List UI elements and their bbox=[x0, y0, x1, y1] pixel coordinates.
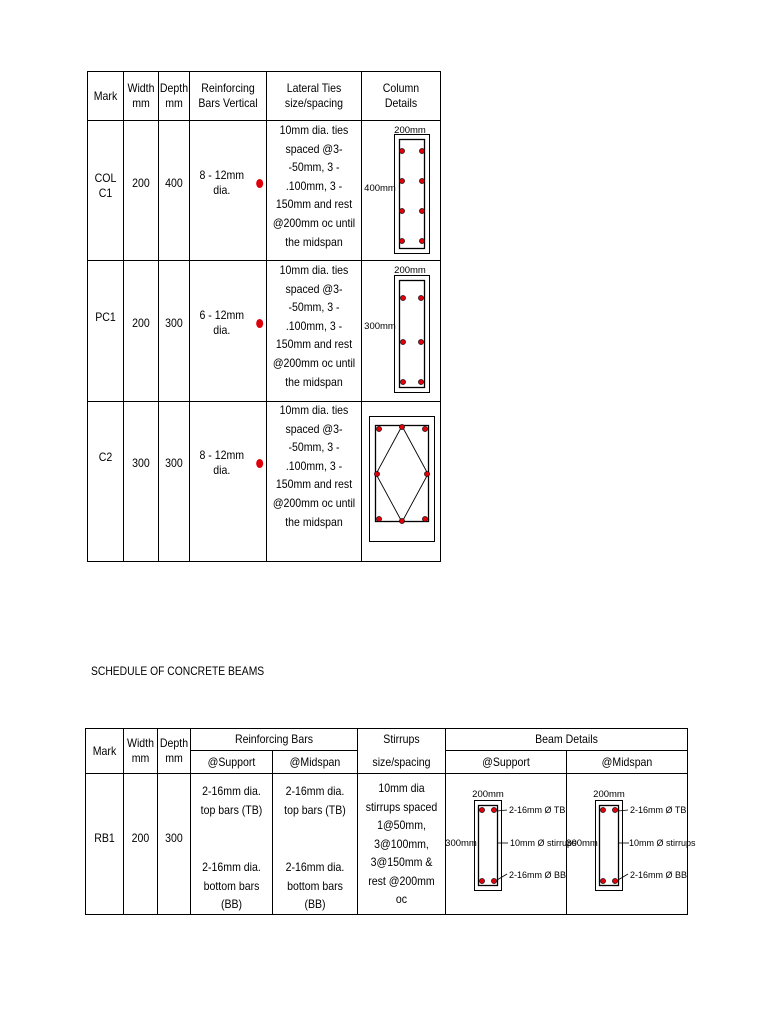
col-row1-bars bbox=[193, 168, 263, 197]
beam-header-depth: Depth mm bbox=[159, 736, 189, 765]
beam-header-bars-support: @Support bbox=[207, 754, 256, 769]
col-row2-width: 200 bbox=[132, 315, 150, 330]
beam-row1-depth: 300 bbox=[165, 830, 183, 845]
col-header-depth: Depth mm bbox=[159, 81, 189, 110]
col-row3-width: 300 bbox=[132, 455, 150, 470]
beam-row1-midspan-bottom: 2-16mm dia. bottom bars (BB) bbox=[285, 860, 345, 912]
col-pc1-dim-side: 300mm bbox=[364, 321, 396, 332]
beam-header-details-midspan: @Midspan bbox=[601, 754, 653, 769]
beam-support-dim-top: 200mm bbox=[472, 789, 504, 800]
col-header-ties: Lateral Ties size/spacing bbox=[284, 81, 344, 110]
col-header-details: Column Details bbox=[382, 81, 420, 110]
beam-midspan-section bbox=[566, 774, 696, 914]
col-header-bars: Reinforcing Bars Vertical bbox=[198, 81, 258, 110]
beam-support-label-tb: 2-16mm Ø TB bbox=[509, 805, 566, 815]
beam-row1-support-bottom: 2-16mm dia. bottom bars (BB) bbox=[202, 860, 261, 912]
beam-row1-mark: RB1 bbox=[94, 830, 115, 845]
beam-header-details-support: @Support bbox=[482, 754, 530, 769]
beam-midspan-label-stirrups: 10mm Ø stirrups bbox=[629, 838, 696, 848]
beam-header-bars: Reinforcing Bars bbox=[234, 732, 314, 746]
beam-midspan-label-bb: 2-16mm Ø BB bbox=[630, 870, 688, 880]
col-row2-depth: 300 bbox=[165, 315, 183, 330]
col-row1-depth: 400 bbox=[165, 175, 183, 190]
col-row2-mark: PC1 bbox=[95, 309, 116, 324]
col-row1-bars-label: 8 - 12mm dia. bbox=[199, 168, 245, 197]
column-pc1-section bbox=[362, 261, 442, 401]
col-pc1-dim-top: 200mm bbox=[394, 265, 426, 276]
col-row3-ties: 10mm dia. ties spaced @3- -50mm, 3 - .100mm, 3 - 150mm and rest @200mm oc until the midspan bbox=[272, 403, 356, 529]
column-c1-section bbox=[362, 121, 442, 261]
col-row2-bars-label: 6 - 12mm dia. bbox=[199, 308, 245, 337]
col-c1-dim-side: 400mm bbox=[364, 183, 396, 194]
beam-row1-width: 200 bbox=[131, 830, 150, 845]
col-row1-width: 200 bbox=[132, 175, 150, 190]
col-header-mark: Mark bbox=[93, 88, 118, 103]
beam-row1-support-top: 2-16mm dia. top bars (TB) bbox=[200, 784, 263, 817]
col-row1-ties: 10mm dia. ties spaced @3- -50mm, 3 - .100mm, 3 - 150mm and rest @200mm oc until the midspan bbox=[272, 123, 356, 249]
col-row2-ties: 10mm dia. ties spaced @3- -50mm, 3 - .100mm, 3 - 150mm and rest @200mm oc until the midspan bbox=[272, 263, 356, 389]
beam-midspan-dim-side: 300mm bbox=[566, 838, 598, 849]
col-header-width: Width mm bbox=[127, 81, 155, 110]
beam-support-section bbox=[445, 774, 577, 914]
rebar-dot-icon bbox=[256, 459, 263, 468]
column-c2-section bbox=[362, 401, 442, 541]
col-c1-dim-top: 200mm bbox=[394, 125, 426, 136]
beam-header-mark: Mark bbox=[92, 743, 117, 758]
beam-support-label-stirrups: 10mm Ø stirrups bbox=[510, 838, 577, 848]
col-row3-bars bbox=[193, 448, 263, 477]
beam-row1-stirrups: 10mm dia stirrups spaced 1@50mm, 3@100mm, 3@150mm & rest @200mm oc bbox=[365, 780, 438, 907]
rebar-dot-icon bbox=[256, 319, 263, 328]
col-row3-mark: C2 bbox=[98, 449, 113, 464]
beam-header-width: Width mm bbox=[126, 736, 155, 765]
col-row2-bars bbox=[193, 308, 263, 337]
beam-support-label-bb: 2-16mm Ø BB bbox=[509, 870, 567, 880]
beam-header-details: Beam Details bbox=[535, 732, 598, 746]
beam-support-dim-side: 300mm bbox=[445, 838, 477, 849]
beam-header-bars-midspan: @Midspan bbox=[289, 754, 341, 769]
beam-row1-midspan-top: 2-16mm dia. top bars (TB) bbox=[284, 784, 346, 817]
beam-header-stirrups: Stirrups bbox=[383, 732, 420, 746]
beam-midspan-label-tb: 2-16mm Ø TB bbox=[630, 805, 687, 815]
col-row3-depth: 300 bbox=[165, 455, 183, 470]
col-row1-mark: COL C1 bbox=[94, 171, 117, 200]
beam-midspan-dim-top: 200mm bbox=[593, 789, 625, 800]
beam-schedule-title: SCHEDULE OF CONCRETE BEAMS bbox=[91, 664, 265, 678]
beam-header-stirrups-sub: size/spacing bbox=[372, 754, 431, 769]
col-row3-bars-label: 8 - 12mm dia. bbox=[199, 448, 245, 477]
rebar-dot-icon bbox=[256, 179, 263, 188]
